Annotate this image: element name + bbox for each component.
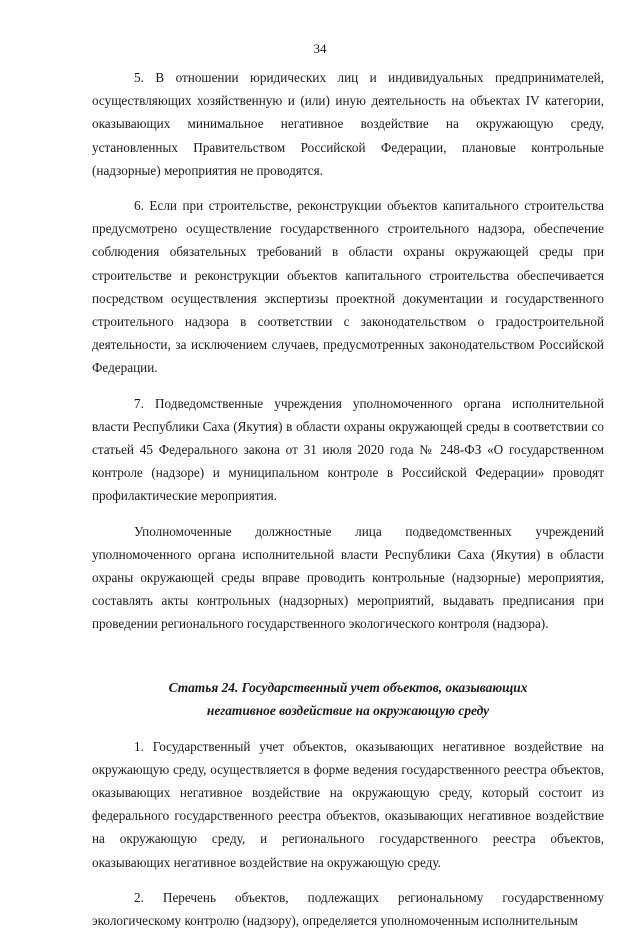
paragraph-article24-item-1: 1. Государственный учет объектов, оказывающих негативное воздействие на окружающую среду, осуществляется в форме ведения государственного реестра объектов, оказывающих негативное воздействие на окружающую среду, который состоит из федерального государственного реестра объектов, оказывающих негативное воздействие на окружающую среду, и регионального государственного реестра объектов, оказывающих негативное воздействие на окружающую среду. [92,738,604,870]
article-heading-line-2: негативное воздействие на окружающую среду [206,702,490,718]
paragraph-item-7: 7. Подведомственные учреждения уполномоченного органа исполнительной власти Республики Саха (Якутия) в области охраны окружающей среды в соответствии со статьей 45 Федерального закона от 31 июля 2020 года № 248-ФЗ «О государственном контроле (надзоре) и муниципальном контроле в Российской Федерации» проводят профилактические мероприятия. [92,395,604,504]
article-heading-line-1: Статья 24. Государственный учет объектов, оказывающих [168,679,528,695]
paragraph-item-5: 5. В отношении юридических лиц и индивидуальных предпринимателей, осуществляющих хозяйственную и (или) иную деятельность на объектах IV категории, оказывающих минимальное негативное воздействие на окружающую среду, установленных Правительством Российской Федерации, плановые контрольные (надзорные) мероприятия не проводятся. [92,70,604,178]
paragraph-item-6: 6. Если при строительстве, реконструкции объектов капитального строительства предусмотрено осуществление государственного строительного надзора, обеспечение соблюдения обязательных требований в области охраны окружающей среды при строительстве и реконструкции объектов капитального строительства обеспечивается посредством осуществления экспертизы проектной документации и государственного строительного надзора в соответствии с законодательством о градостроительной деятельности, за исключением случаев, предусмотренных законодательством Российской Федерации. [92,198,604,376]
page-number: 34 [313,41,327,56]
paragraph-article24-item-2: 2. Перечень объектов, подлежащих региональному государственному экологическому контролю (надзору), определяется уполномоченным исполнительным [92,889,604,929]
article-heading [92,676,604,722]
paragraph-authorized-officials: Уполномоченные должностные лица подведомственных учреждений уполномоченного органа исполнительной власти Республики Саха (Якутия) в области охраны окружающей среды вправе проводить контрольные (надзорные) мероприятия, составлять акты контрольных (надзорных) мероприятий, выдавать предписания при проведении регионального государственного экологического контроля (надзора). [92,523,604,632]
document-body [92,66,604,944]
